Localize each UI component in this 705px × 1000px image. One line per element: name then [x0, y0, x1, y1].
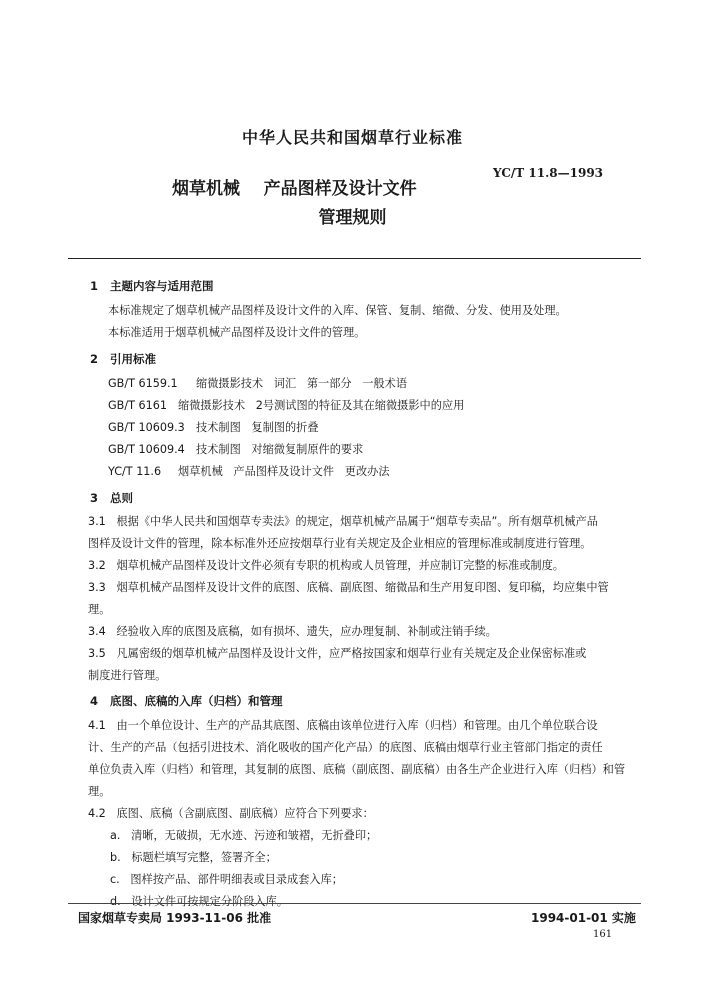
reference-title: 技术制图 复制图的折叠 — [196, 421, 319, 434]
reference-code: GB/T 10609.3 — [108, 421, 185, 434]
reference-title: 技术制图 对缩微复制原件的要求 — [196, 443, 364, 456]
section-3-heading: 3 总则 — [90, 491, 134, 505]
header-divider — [68, 258, 641, 259]
reference-title: 缩微摄影技术 词汇 第一部分 一般术语 — [196, 377, 408, 390]
section-3-line: 图样及设计文件的管理，除本标准外还应按烟草行业有关规定及企业相应的管理标准或制度进行管理。 — [88, 537, 592, 550]
page-number: 161 — [593, 929, 613, 940]
section-4-line: 计、生产的产品（包括引进技术、消化吸收的国产化产品）的底图、底稿由烟草行业主管部门指定的责任 — [88, 741, 603, 754]
section-3-line: 3.5 凡属密级的烟草机械产品图样及设计文件，应严格按国家和烟草行业有关规定及企业保密标准或 — [88, 647, 587, 660]
list-item: a. 清晰，无破损，无水迹、污迹和皱褶，无折叠印； — [110, 829, 378, 842]
reference-title: 缩微摄影技术 2号测试图的特征及其在缩微摄影中的应用 — [178, 399, 465, 412]
reference-item — [108, 441, 363, 457]
section-1-paragraph: 本标准适用于烟草机械产品图样及设计文件的管理。 — [108, 326, 366, 339]
reference-code: GB/T 6161 — [108, 399, 167, 412]
reference-item — [108, 463, 390, 479]
list-item: b. 标题栏填写完整，签署齐全； — [110, 851, 277, 864]
standard-number: YC/T 11.8—1993 — [493, 166, 604, 180]
issuing-organization: 中华人民共和国烟草行业标准 — [241, 128, 463, 147]
reference-code: YC/T 11.6 — [108, 465, 162, 478]
reference-title: 烟草机械 产品图样及设计文件 更改办法 — [178, 465, 390, 478]
footer-divider — [68, 903, 641, 904]
section-1-heading: 1 主题内容与适用范围 — [90, 279, 214, 293]
section-2-heading: 2 引用标准 — [90, 352, 157, 366]
list-item: c. 图样按产品、部件明细表或目录成套入库； — [110, 873, 343, 886]
section-3-line: 3.2 烟草机械产品图样及设计文件必须有专职的机构或人员管理，并应制订完整的标准或制度。 — [88, 559, 564, 572]
reference-item — [108, 397, 464, 413]
section-3-line: 制度进行管理。 — [88, 669, 167, 682]
effective-date: 1994-01-01 实施 — [531, 911, 636, 925]
reference-code: GB/T 10609.4 — [108, 443, 185, 456]
section-4-line: 4.1 由一个单位设计、生产的产品其底图、底稿由该单位进行入库（归档）和管理。由几个单位联合设 — [88, 719, 598, 732]
reference-code: GB/T 6159.1 — [108, 377, 178, 390]
section-4-line: 4.2 底图、底稿（含副底图、副底稿）应符合下列要求： — [88, 807, 374, 820]
section-3-line: 3.1 根据《中华人民共和国烟草专卖法》的规定，烟草机械产品属于“烟草专卖品”。所有烟草机械产品 — [88, 515, 598, 528]
reference-item — [108, 375, 407, 391]
section-1-paragraph: 本标准规定了烟草机械产品图样及设计文件的入库、保管、复制、缩微、分发、使用及处理。 — [108, 304, 567, 317]
section-3-line: 理。 — [88, 603, 111, 616]
reference-item — [108, 419, 319, 435]
section-4-heading: 4 底图、底稿的入库（归档）和管理 — [90, 694, 283, 708]
section-3-line: 3.4 经验收入库的底图及底稿，如有损坏、遗失，应办理复制、补制或注销手续。 — [88, 625, 497, 638]
document-title-line2: 管理规则 — [318, 208, 387, 228]
section-4-line: 理。 — [88, 785, 111, 798]
section-3-line: 3.3 烟草机械产品图样及设计文件的底图、底稿、副底图、缩微品和生产用复印图、复印稿，均应集中管 — [88, 581, 609, 594]
list-item: d. 设计文件可按规定分阶段入库。 — [110, 895, 288, 908]
section-4-line: 单位负责入库（归档）和管理，其复制的底图、底稿（副底图、副底稿）由各生产企业进行入库（归档）和管 — [88, 763, 626, 776]
document-title-line1: 烟草机械 产品图样及设计文件 — [172, 179, 417, 199]
approval-date: 国家烟草专卖局 1993-11-06 批准 — [78, 911, 272, 925]
